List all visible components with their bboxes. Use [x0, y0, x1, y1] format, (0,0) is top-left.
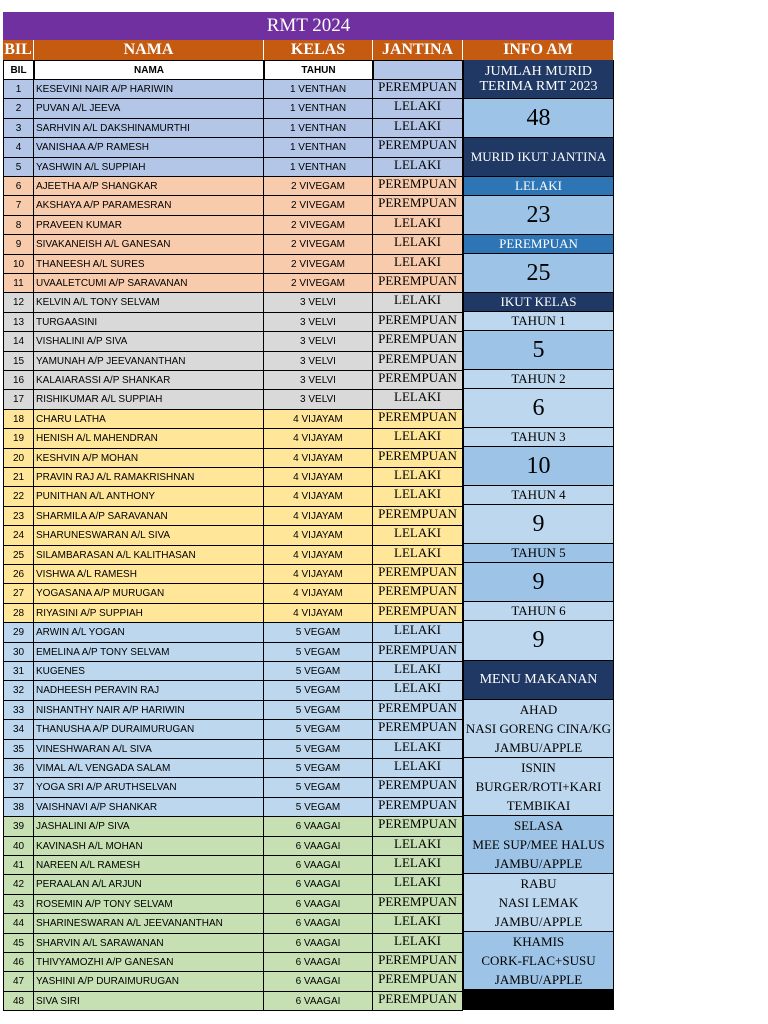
table-row — [3, 487, 463, 506]
cell-jantina: PEREMPUAN — [373, 584, 463, 603]
menu-day: ISNIN — [521, 760, 556, 775]
cell-jantina: LELAKI — [373, 429, 463, 448]
info-jumlah-value: 48 — [463, 99, 614, 138]
cell-nama: PRAVIN RAJ A/L RAMAKRISHNAN — [34, 468, 264, 487]
cell-kelas: 6 VAAGAI — [264, 856, 373, 875]
info-lelaki-value: 23 — [463, 196, 614, 235]
table-row — [3, 274, 463, 293]
menu-food: CORK-FLAC+SUSU — [481, 953, 596, 968]
cell-bil: 24 — [3, 526, 34, 545]
cell-nama: YOGA SRI A/P ARUTHSELVAN — [34, 778, 264, 797]
table-row — [3, 875, 463, 894]
table-row — [3, 293, 463, 312]
cell-kelas: 6 VAAGAI — [264, 875, 373, 894]
cell-nama: KUGENES — [34, 662, 264, 681]
cell-nama: KESHVIN A/P MOHAN — [34, 449, 264, 468]
cell-bil: 40 — [3, 837, 34, 856]
cell-nama: VANISHAA A/P RAMESH — [34, 138, 264, 157]
info-lelaki-label: LELAKI — [463, 177, 614, 196]
menu-food: BURGER/ROTI+KARI — [475, 779, 602, 794]
header-kelas: KELAS — [264, 40, 373, 60]
cell-bil: 29 — [3, 623, 34, 642]
table-row — [3, 623, 463, 642]
table-row — [3, 972, 463, 991]
cell-nama: SILAMBARASAN A/L KALITHASAN — [34, 546, 264, 565]
cell-kelas: 4 VIJAYAM — [264, 546, 373, 565]
table-row — [3, 701, 463, 720]
subheader-tahun: TAHUN — [264, 60, 373, 80]
cell-kelas: 2 VIVEGAM — [264, 196, 373, 215]
cell-kelas: 2 VIVEGAM — [264, 216, 373, 235]
cell-bil: 46 — [3, 953, 34, 972]
cell-bil: 37 — [3, 778, 34, 797]
header-bil: BIL — [3, 40, 34, 60]
header-jantina: JANTINA — [373, 40, 463, 60]
cell-bil: 14 — [3, 332, 34, 351]
table-row — [3, 99, 463, 118]
info-tahun1-label: TAHUN 1 — [463, 312, 614, 331]
info-jumlah-heading — [463, 60, 614, 99]
cell-bil: 22 — [3, 487, 34, 506]
menu-rabu — [463, 874, 614, 932]
cell-jantina: LELAKI — [373, 740, 463, 759]
cell-kelas: 5 VEGAM — [264, 643, 373, 662]
cell-bil: 2 — [3, 99, 34, 118]
cell-nama: SIVAKANEISH A/L GANESAN — [34, 235, 264, 254]
subheader-nama: NAMA — [34, 60, 264, 80]
cell-bil: 27 — [3, 584, 34, 603]
table-row — [3, 720, 463, 739]
table-row — [3, 429, 463, 448]
info-jantina-heading: MURID IKUT JANTINA — [463, 138, 614, 177]
cell-bil: 25 — [3, 546, 34, 565]
cell-kelas: 1 VENTHAN — [264, 119, 373, 138]
cell-bil: 9 — [3, 235, 34, 254]
cell-bil: 6 — [3, 177, 34, 196]
table-row — [3, 390, 463, 409]
cell-jantina: LELAKI — [373, 681, 463, 700]
menu-fruit: JAMBU/APPLE — [494, 972, 583, 987]
menu-day: KHAMIS — [512, 934, 565, 949]
info-tahun3-label: TAHUN 3 — [463, 428, 614, 447]
menu-day: RABU — [520, 876, 557, 891]
cell-jantina: LELAKI — [373, 255, 463, 274]
table-row — [3, 817, 463, 836]
table-row — [3, 798, 463, 817]
cell-bil: 36 — [3, 759, 34, 778]
table-row — [3, 507, 463, 526]
table-row — [3, 352, 463, 371]
cell-kelas: 6 VAAGAI — [264, 953, 373, 972]
cell-kelas: 4 VIJAYAM — [264, 604, 373, 623]
cell-jantina: PEREMPUAN — [373, 720, 463, 739]
cell-kelas: 6 VAAGAI — [264, 992, 373, 1011]
cell-jantina: LELAKI — [373, 235, 463, 254]
cell-bil: 23 — [3, 507, 34, 526]
table-row — [3, 332, 463, 351]
table-row — [3, 565, 463, 584]
cell-bil: 5 — [3, 158, 34, 177]
cell-kelas: 3 VELVI — [264, 313, 373, 332]
info-tahun4-label: TAHUN 4 — [463, 486, 614, 505]
table-row — [3, 526, 463, 545]
cell-bil: 44 — [3, 914, 34, 933]
cell-kelas: 1 VENTHAN — [264, 138, 373, 157]
cell-nama: JASHALINI A/P SIVA — [34, 817, 264, 836]
cell-jantina: PEREMPUAN — [373, 332, 463, 351]
cell-kelas: 5 VEGAM — [264, 623, 373, 642]
cell-kelas: 4 VIJAYAM — [264, 584, 373, 603]
cell-jantina: LELAKI — [373, 487, 463, 506]
menu-isnin — [463, 758, 614, 816]
cell-nama: VISHWA A/L RAMESH — [34, 565, 264, 584]
cell-jantina: PEREMPUAN — [373, 449, 463, 468]
cell-bil: 38 — [3, 798, 34, 817]
cell-jantina: LELAKI — [373, 759, 463, 778]
cell-jantina: LELAKI — [373, 158, 463, 177]
table-row — [3, 371, 463, 390]
cell-jantina: LELAKI — [373, 914, 463, 933]
cell-bil: 31 — [3, 662, 34, 681]
cell-jantina: PEREMPUAN — [373, 972, 463, 991]
cell-kelas: 5 VEGAM — [264, 720, 373, 739]
table-row — [3, 119, 463, 138]
cell-jantina: LELAKI — [373, 934, 463, 953]
info-tahun6-value: 9 — [463, 621, 614, 661]
cell-nama: TURGAASINI — [34, 313, 264, 332]
table-row — [3, 681, 463, 700]
table-row — [3, 934, 463, 953]
table-row — [3, 759, 463, 778]
cell-nama: THANEESH A/L SURES — [34, 255, 264, 274]
cell-nama: SHARVIN A/L SARAWANAN — [34, 934, 264, 953]
cell-jantina: LELAKI — [373, 837, 463, 856]
cell-kelas: 4 VIJAYAM — [264, 526, 373, 545]
table-row — [3, 235, 463, 254]
cell-nama: SHARUNESWARAN A/L SIVA — [34, 526, 264, 545]
cell-nama: PUNITHAN A/L ANTHONY — [34, 487, 264, 506]
cell-kelas: 5 VEGAM — [264, 740, 373, 759]
cell-nama: VINESHWARAN A/L SIVA — [34, 740, 264, 759]
cell-nama: KAVINASH A/L MOHAN — [34, 837, 264, 856]
menu-fruit: JAMBU/APPLE — [494, 856, 583, 871]
table-row — [3, 953, 463, 972]
cell-bil: 7 — [3, 196, 34, 215]
cell-jantina: PEREMPUAN — [373, 371, 463, 390]
cell-bil: 45 — [3, 934, 34, 953]
cell-nama: VISHALINI A/P SIVA — [34, 332, 264, 351]
cell-bil: 19 — [3, 429, 34, 448]
table-row — [3, 895, 463, 914]
cell-kelas: 4 VIJAYAM — [264, 410, 373, 429]
cell-nama: HENISH A/L MAHENDRAN — [34, 429, 264, 448]
cell-kelas: 4 VIJAYAM — [264, 468, 373, 487]
cell-jantina: PEREMPUAN — [373, 80, 463, 99]
cell-kelas: 6 VAAGAI — [264, 914, 373, 933]
info-tahun2-value: 6 — [463, 389, 614, 428]
cell-jantina: PEREMPUAN — [373, 274, 463, 293]
table-row — [3, 778, 463, 797]
menu-fruit: TEMBIKAI — [506, 798, 571, 813]
cell-kelas: 5 VEGAM — [264, 681, 373, 700]
cell-kelas: 3 VELVI — [264, 293, 373, 312]
cell-kelas: 2 VIVEGAM — [264, 255, 373, 274]
cell-kelas: 4 VIJAYAM — [264, 429, 373, 448]
cell-nama: THANUSHA A/P DURAIMURUGAN — [34, 720, 264, 739]
cell-bil: 41 — [3, 856, 34, 875]
cell-bil: 10 — [3, 255, 34, 274]
table-row — [3, 914, 463, 933]
cell-bil: 21 — [3, 468, 34, 487]
menu-food: NASI GORENG CINA/KG — [465, 721, 612, 736]
cell-bil: 48 — [3, 992, 34, 1011]
cell-kelas: 2 VIVEGAM — [264, 235, 373, 254]
cell-bil: 42 — [3, 875, 34, 894]
cell-kelas: 3 VELVI — [264, 332, 373, 351]
cell-bil: 26 — [3, 565, 34, 584]
cell-jantina: LELAKI — [373, 526, 463, 545]
cell-kelas: 6 VAAGAI — [264, 837, 373, 856]
cell-kelas: 3 VELVI — [264, 371, 373, 390]
cell-jantina: LELAKI — [373, 468, 463, 487]
cell-bil: 33 — [3, 701, 34, 720]
cell-nama: CHARU LATHA — [34, 410, 264, 429]
table-row — [3, 158, 463, 177]
cell-jantina: PEREMPUAN — [373, 507, 463, 526]
table-row — [3, 255, 463, 274]
cell-jantina: PEREMPUAN — [373, 953, 463, 972]
table-row — [3, 410, 463, 429]
sheet-title: RMT 2024 — [3, 12, 614, 40]
cell-nama: ARWIN A/L YOGAN — [34, 623, 264, 642]
cell-jantina: PEREMPUAN — [373, 196, 463, 215]
cell-jantina: LELAKI — [373, 293, 463, 312]
cell-nama: SHARINESWARAN A/L JEEVANANTHAN — [34, 914, 264, 933]
cell-bil: 8 — [3, 216, 34, 235]
cell-jantina: PEREMPUAN — [373, 817, 463, 836]
menu-selasa — [463, 816, 614, 874]
cell-jantina: PEREMPUAN — [373, 778, 463, 797]
cell-nama: YAMUNAH A/P JEEVANANTHAN — [34, 352, 264, 371]
cell-nama: YASHWIN A/L SUPPIAH — [34, 158, 264, 177]
cell-nama: NADHEESH PERAVIN RAJ — [34, 681, 264, 700]
cell-nama: KELVIN A/L TONY SELVAM — [34, 293, 264, 312]
header-info: INFO AM — [463, 40, 614, 60]
header-nama: NAMA — [34, 40, 264, 60]
cell-jantina: LELAKI — [373, 119, 463, 138]
cell-jantina: PEREMPUAN — [373, 565, 463, 584]
cell-kelas: 2 VIVEGAM — [264, 177, 373, 196]
cell-jantina: LELAKI — [373, 216, 463, 235]
cell-nama: KESEVINI NAIR A/P HARIWIN — [34, 80, 264, 99]
cell-kelas: 1 VENTHAN — [264, 158, 373, 177]
info-perempuan-label: PEREMPUAN — [463, 235, 614, 254]
info-tahun5-label: TAHUN 5 — [463, 544, 614, 563]
cell-nama: ROSEMIN A/P TONY SELVAM — [34, 895, 264, 914]
cell-kelas: 3 VELVI — [264, 352, 373, 371]
table-row — [3, 584, 463, 603]
info-kelas-heading: IKUT KELAS — [463, 293, 614, 312]
cell-nama: SARHVIN A/L DAKSHINAMURTHI — [34, 119, 264, 138]
cell-jantina: PEREMPUAN — [373, 177, 463, 196]
cell-nama: NISHANTHY NAIR A/P HARIWIN — [34, 701, 264, 720]
table-row — [3, 80, 463, 99]
menu-khamis — [463, 932, 614, 990]
subheader-jantina-blank — [373, 60, 463, 80]
menu-fruit: JAMBU/APPLE — [494, 914, 583, 929]
cell-jantina: LELAKI — [373, 99, 463, 118]
cell-nama: PRAVEEN KUMAR — [34, 216, 264, 235]
cell-jantina: PEREMPUAN — [373, 410, 463, 429]
cell-nama: UVAALETCUMI A/P SARAVANAN — [34, 274, 264, 293]
table-row — [3, 837, 463, 856]
info-tahun5-value: 9 — [463, 563, 614, 602]
cell-kelas: 3 VELVI — [264, 390, 373, 409]
cell-bil: 47 — [3, 972, 34, 991]
cell-kelas: 5 VEGAM — [264, 759, 373, 778]
info-tahun6-label: TAHUN 6 — [463, 602, 614, 621]
table-row — [3, 216, 463, 235]
cell-kelas: 5 VEGAM — [264, 798, 373, 817]
cell-bil: 12 — [3, 293, 34, 312]
cell-jantina: LELAKI — [373, 662, 463, 681]
cell-jantina: PEREMPUAN — [373, 895, 463, 914]
cell-nama: VIMAL A/L VENGADA SALAM — [34, 759, 264, 778]
table-row — [3, 992, 463, 1011]
cell-nama: VAISHNAVI A/P SHANKAR — [34, 798, 264, 817]
cell-nama: PERAALAN A/L ARJUN — [34, 875, 264, 894]
cell-bil: 39 — [3, 817, 34, 836]
cell-jantina: PEREMPUAN — [373, 138, 463, 157]
cell-bil: 32 — [3, 681, 34, 700]
cell-jantina: LELAKI — [373, 546, 463, 565]
cell-jantina: LELAKI — [373, 875, 463, 894]
menu-day: SELASA — [513, 818, 564, 833]
cell-bil: 17 — [3, 390, 34, 409]
cell-kelas: 4 VIJAYAM — [264, 449, 373, 468]
table-row — [3, 856, 463, 875]
cell-jantina: PEREMPUAN — [373, 604, 463, 623]
cell-jantina: PEREMPUAN — [373, 352, 463, 371]
info-jumlah-label-2: TERIMA RMT 2023 — [479, 79, 598, 94]
subheader-bil: BIL — [3, 60, 34, 80]
info-tahun1-value: 5 — [463, 331, 614, 370]
table-row — [3, 449, 463, 468]
cell-jantina: LELAKI — [373, 390, 463, 409]
menu-fruit: JAMBU/APPLE — [494, 740, 583, 755]
table-row — [3, 468, 463, 487]
info-perempuan-value: 25 — [463, 254, 614, 293]
table-row — [3, 177, 463, 196]
cell-nama: SHARMILA A/P SARAVANAN — [34, 507, 264, 526]
cell-nama: PUVAN A/L JEEVA — [34, 99, 264, 118]
cell-jantina: PEREMPUAN — [373, 313, 463, 332]
cell-bil: 34 — [3, 720, 34, 739]
cell-bil: 18 — [3, 410, 34, 429]
cell-nama: THIVYAMOZHI A/P GANESAN — [34, 953, 264, 972]
menu-day: AHAD — [519, 702, 558, 717]
cell-bil: 1 — [3, 80, 34, 99]
cell-bil: 30 — [3, 643, 34, 662]
cell-bil: 20 — [3, 449, 34, 468]
cell-bil: 13 — [3, 313, 34, 332]
info-tahun3-value: 10 — [463, 447, 614, 486]
cell-nama: RIYASINI A/P SUPPIAH — [34, 604, 264, 623]
cell-kelas: 1 VENTHAN — [264, 99, 373, 118]
info-jumlah-label-1: JUMLAH MURID — [485, 64, 592, 79]
cell-jantina: LELAKI — [373, 623, 463, 642]
cell-kelas: 6 VAAGAI — [264, 972, 373, 991]
cell-bil: 4 — [3, 138, 34, 157]
cell-kelas: 5 VEGAM — [264, 778, 373, 797]
cell-nama: RISHIKUMAR A/L SUPPIAH — [34, 390, 264, 409]
menu-food: MEE SUP/MEE HALUS — [472, 837, 605, 852]
cell-bil: 35 — [3, 740, 34, 759]
table-row — [3, 662, 463, 681]
table-row — [3, 604, 463, 623]
cell-jantina: PEREMPUAN — [373, 798, 463, 817]
cell-kelas: 1 VENTHAN — [264, 80, 373, 99]
menu-ahad — [463, 700, 614, 758]
table-row — [3, 138, 463, 157]
cell-kelas: 6 VAAGAI — [264, 817, 373, 836]
cell-kelas: 4 VIJAYAM — [264, 487, 373, 506]
info-tahun4-value: 9 — [463, 505, 614, 544]
cell-kelas: 6 VAAGAI — [264, 934, 373, 953]
cell-jantina: PEREMPUAN — [373, 992, 463, 1011]
cell-nama: KALAIARASSI A/P SHANKAR — [34, 371, 264, 390]
cell-jantina: LELAKI — [373, 856, 463, 875]
table-row — [3, 196, 463, 215]
table-row — [3, 643, 463, 662]
cell-nama: AKSHAYA A/P PARAMESRAN — [34, 196, 264, 215]
cell-nama: EMELINA A/P TONY SELVAM — [34, 643, 264, 662]
cell-bil: 16 — [3, 371, 34, 390]
cell-nama: AJEETHA A/P SHANGKAR — [34, 177, 264, 196]
cell-kelas: 6 VAAGAI — [264, 895, 373, 914]
cell-kelas: 5 VEGAM — [264, 701, 373, 720]
info-tahun2-label: TAHUN 2 — [463, 370, 614, 389]
cell-nama: SIVA SIRI — [34, 992, 264, 1011]
info-black-filler — [463, 990, 614, 1010]
cell-kelas: 4 VIJAYAM — [264, 507, 373, 526]
cell-jantina: PEREMPUAN — [373, 701, 463, 720]
cell-bil: 3 — [3, 119, 34, 138]
cell-kelas: 5 VEGAM — [264, 662, 373, 681]
cell-bil: 11 — [3, 274, 34, 293]
cell-bil: 28 — [3, 604, 34, 623]
table-row — [3, 546, 463, 565]
cell-nama: YASHINI A/P DURAIMURUGAN — [34, 972, 264, 991]
cell-bil: 15 — [3, 352, 34, 371]
cell-jantina: PEREMPUAN — [373, 643, 463, 662]
info-menu-heading: MENU MAKANAN — [463, 661, 614, 700]
table-row — [3, 313, 463, 332]
table-row — [3, 740, 463, 759]
cell-kelas: 4 VIJAYAM — [264, 565, 373, 584]
cell-nama: NAREEN A/L RAMESH — [34, 856, 264, 875]
cell-bil: 43 — [3, 895, 34, 914]
menu-food: NASI LEMAK — [498, 895, 579, 910]
cell-kelas: 2 VIVEGAM — [264, 274, 373, 293]
cell-nama: YOGASANA A/P MURUGAN — [34, 584, 264, 603]
